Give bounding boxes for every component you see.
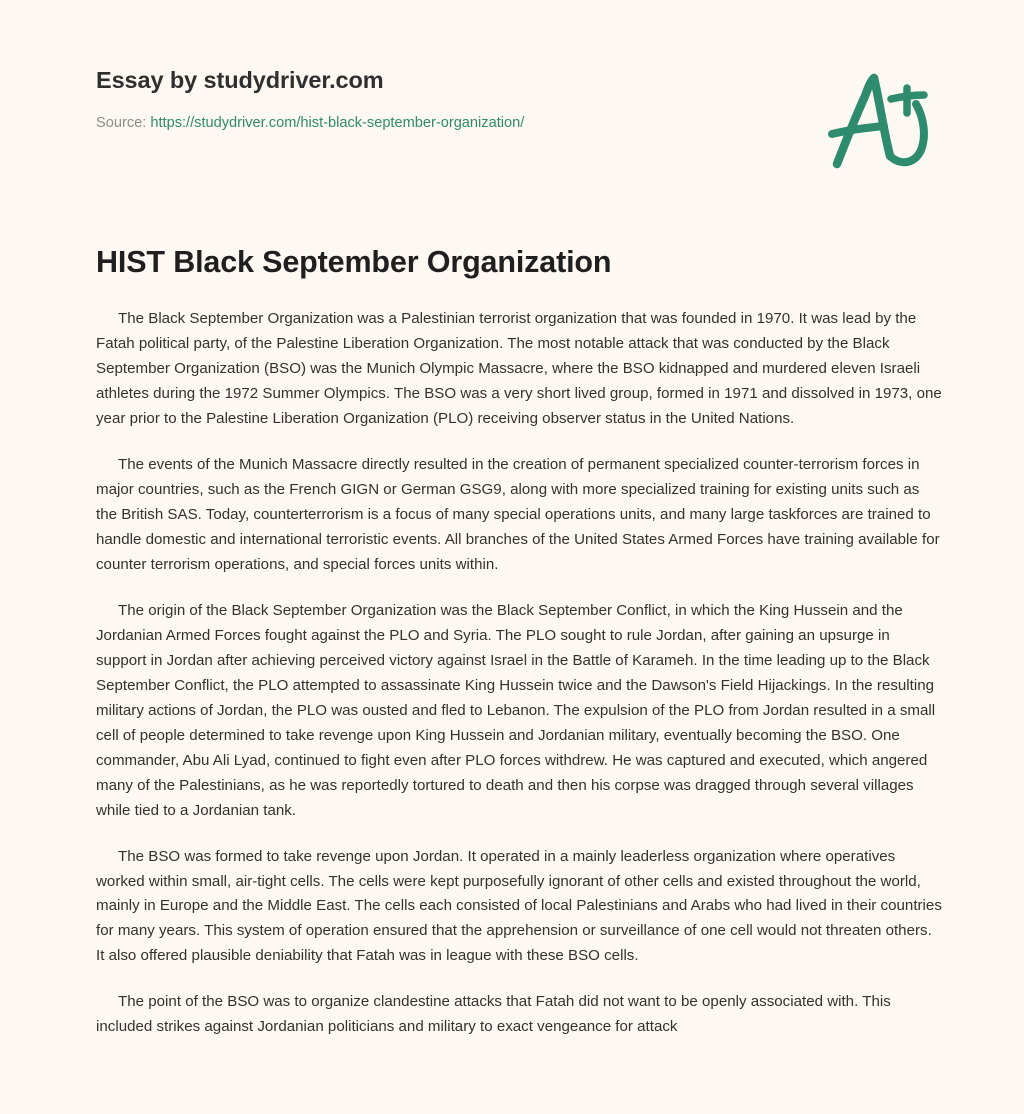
paragraph: The Black September Organization was a Palestinian terrorist organization that was founded in 1970. It was lead by the Fatah political party, of the Palestine Liberation Organization. The most notable attack that was conducted by the Black September Organization (BSO) was the Munich Olympic Massacre, where the BSO kidnapped and murdered eleven Israeli athletes during the 1972 Summer Olympics. The BSO was a very short lived group, formed in 1971 and dissolved in 1973, one year prior to the Palestine Liberation Organization (PLO) receiving observer status in the United Nations. <box>96 310 942 427</box>
source-url-link[interactable]: https://studydriver.com/hist-black-september-organization/ <box>150 115 525 132</box>
paragraph: The point of the BSO was to organize clandestine attacks that Fatah did not want to be openly associated with. This included strikes against Jordanian politicians and military to exact vengeance for attack <box>96 993 891 1036</box>
paragraph: The origin of the Black September Organization was the Black September Conflict, in which the King Hussein and the Jordanian Armed Forces fought against the PLO and Syria. The PLO sought to rule Jordan, after gaining an upsurge in support in Jordan after achieving perceived victory against Israel in the Battle of Karameh. In the time leading up to the Black September Conflict, the PLO attempted to assassinate King Hussein twice and the Dawson's Field Hijackings. In the resulting military actions of Jordan, the PLO was ousted and fled to Lebanon. The expulsion of the PLO from Jordan resulted in a small cell of people determined to take revenge upon King Hussein and Jordanian military, eventually becoming the BSO. One commander, Abu Ali Lyad, continued to fight even after PLO forces withdrew. He was captured and executed, which angered many of the Palestinians, as he was reportedly tortured to death and then his corpse was dragged through several villages while tied to a Jordanian tank. <box>96 601 936 819</box>
document-header <box>0 0 1024 173</box>
a-plus-logo <box>818 68 938 173</box>
source-label: Source: <box>96 115 147 132</box>
page-title: HIST Black September Organization <box>96 245 612 279</box>
paragraph: The BSO was formed to take revenge upon Jordan. It operated in a mainly leaderless organization where operatives worked within small, air-tight cells. The cells were kept purposefully ignorant of other cells and existed throughout the world, mainly in Europe and the Middle East. The cells each consisted of local Palestinians and Arabs who had lived in their countries for many years. This system of operation ensured that the apprehension or surveillance of one cell would not threaten others. It also offered plausible deniability that Fatah was in league with these BSO cells. <box>96 847 942 965</box>
essay-byline: Essay by studydriver.com <box>96 67 384 93</box>
paragraph: The events of the Munich Massacre directly resulted in the creation of permanent specialized counter-terrorism forces in major countries, such as the French GIGN or German GSG9, along with more specialized training for existing units such as the British SAS. Today, counterterrorism is a focus of many special operations units, and many large taskforces are trained to handle domestic and international terroristic events. All branches of the United States Armed Forces have training available for counter terrorism operations, and special forces units within. <box>96 455 940 573</box>
article-body <box>0 281 1024 1040</box>
header-text-block <box>96 66 524 133</box>
source-line <box>96 114 524 133</box>
